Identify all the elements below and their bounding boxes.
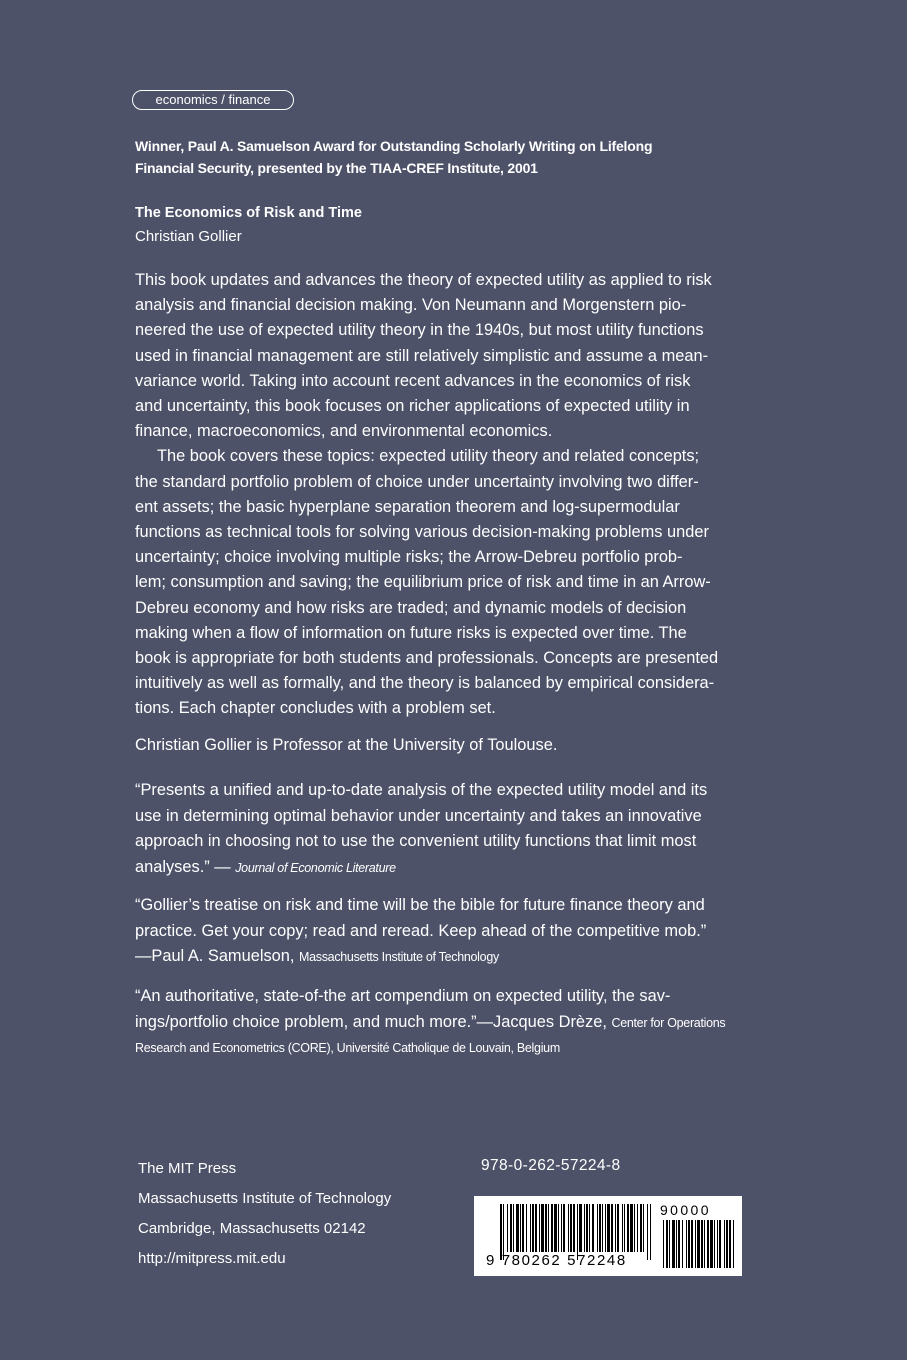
award-line: Winner, Paul A. Samuelson Award for Outstanding Scholarly Writing on Lifelong (135, 138, 653, 154)
text-line: Debreu economy and how risks are traded; and dynamic models of decision (135, 598, 687, 617)
barcode-addon-bar (682, 1220, 683, 1268)
barcode-bar (551, 1204, 553, 1252)
barcode-bar (535, 1204, 537, 1252)
quote-affiliation: Massachusetts Institute of Technology (299, 950, 499, 964)
barcode-addon-bar (717, 1220, 718, 1268)
book-description (135, 268, 745, 722)
quote-affiliation: Center for Operations (611, 1015, 726, 1030)
barcode-bar (586, 1204, 588, 1252)
barcode-bar (624, 1204, 625, 1252)
review-quote-1 (135, 778, 745, 881)
barcode-addon-bar (701, 1220, 703, 1268)
barcode-bar (516, 1204, 519, 1252)
barcode-bar (541, 1204, 544, 1252)
barcode-addon-bar (697, 1220, 700, 1268)
publisher-block (138, 1154, 391, 1274)
barcode-bar (548, 1204, 549, 1252)
barcode-addon-bar (714, 1220, 715, 1268)
text-line: analysis and financial decision making. Von Neumann and Morgenstern pio- (135, 296, 687, 315)
barcode-addon-bar (724, 1220, 725, 1268)
barcode-addon-bar (669, 1220, 670, 1268)
text-line: tions. Each chapter concludes with a problem set. (135, 699, 496, 718)
barcode-bar (592, 1204, 594, 1252)
barcode-addon-digits: 90000 (660, 1202, 711, 1218)
barcode-bar (573, 1204, 575, 1252)
description-paragraph-2 (135, 444, 745, 721)
barcode-bar (520, 1204, 521, 1252)
text-line: making when a flow of information on future risks is expected over time. The (135, 623, 687, 642)
barcode-addon-bar (688, 1220, 690, 1268)
description-paragraph-1 (135, 268, 745, 444)
barcode-bar (579, 1204, 582, 1252)
text-line: functions as technical tools for solving various decision-making problems under (135, 523, 709, 542)
quote-line (135, 855, 745, 882)
barcode-bar (617, 1204, 619, 1252)
publisher-institution: Massachusetts Institute of Technology (138, 1190, 392, 1207)
text-line: and uncertainty, this book focuses on richer applications of expected utility in (135, 397, 690, 416)
award-line: Financial Security, presented by the TIAA-CREF Institute, 2001 (135, 160, 538, 176)
publisher-url: http://mitpress.mit.edu (138, 1250, 286, 1267)
barcode-bar (607, 1204, 610, 1252)
barcode-bar (650, 1204, 651, 1260)
award-note (135, 135, 655, 179)
quote-source: Journal of Economic Literature (235, 860, 396, 875)
quote-line (135, 944, 745, 971)
review-quote-3 (135, 984, 745, 1062)
text-line: neered the use of expected utility theory in the 1940s, but most utility functions (135, 321, 704, 340)
barcode-bar (510, 1204, 512, 1252)
quote-line-text: ings/portfolio choice problem, and much more.”—Jacques Drèze, (135, 1012, 607, 1031)
barcode-bar (563, 1204, 565, 1252)
barcode-bar (602, 1204, 603, 1252)
barcode-addon-bar (695, 1220, 696, 1268)
barcode-addon-bar (719, 1220, 721, 1268)
quote-affiliation: Research and Econometrics (CORE), Université Catholique de Louvain, Belgium (135, 1041, 560, 1055)
text-line: finance, macroeconomics, and environmental economics. (135, 422, 553, 441)
barcode-addon-bar (678, 1220, 680, 1268)
barcode-addon-bar (729, 1220, 731, 1268)
text-line: ent assets; the basic hyperplane separation theorem and log-supermodular (135, 497, 680, 516)
barcode-bar (627, 1204, 629, 1252)
barcode-bar (637, 1204, 638, 1252)
barcode-addon-bar (733, 1220, 734, 1268)
barcode-bar (622, 1204, 623, 1252)
barcode-bar (630, 1204, 633, 1252)
barcode-bar (584, 1204, 585, 1252)
text-line: the standard portfolio problem of choice under uncertainty involving two differ- (135, 472, 699, 491)
isbn: 978-0-262-57224-8 (481, 1157, 621, 1174)
barcode (474, 1196, 742, 1276)
quote-author: —Paul A. Samuelson, (135, 947, 295, 965)
publisher-address: Cambridge, Massachusetts 02142 (138, 1220, 366, 1237)
quote-line: practice. Get your copy; read and reread. Keep ahead of the competitive mob.” (135, 921, 707, 940)
text-line: lem; consumption and saving; the equilibrium price of risk and time in an Arrow- (135, 573, 711, 592)
quote-line: “Gollier’s treatise on risk and time will be the bible for future finance theory and (135, 896, 705, 914)
text-line: This book updates and advances the theory of expected utility as applied to risk (135, 271, 712, 289)
text-line: variance world. Taking into account recent advances in the economics of risk (135, 371, 691, 390)
barcode-bar (643, 1204, 644, 1252)
quote-line (135, 1010, 745, 1037)
barcode-bar (615, 1204, 616, 1252)
barcode-addon-bar (691, 1220, 693, 1268)
barcode-digits: 9 780262 572248 (486, 1252, 627, 1269)
barcode-bar (554, 1204, 557, 1252)
barcode-addon-bar (726, 1220, 728, 1268)
quote-line-text: analyses.” — (135, 857, 231, 876)
publisher-name: The MIT Press (138, 1160, 237, 1177)
barcode-addon-bar (710, 1220, 713, 1268)
barcode-bar (558, 1204, 559, 1252)
barcode-bar (647, 1204, 648, 1260)
quote-line: “An authoritative, state-of-the art compendium on expected utility, the sav- (135, 987, 671, 1005)
barcode-addon-bar (663, 1220, 664, 1268)
quote-line: approach in choosing not to use the convenient utility functions that limit most (135, 832, 697, 850)
barcode-bar (611, 1204, 613, 1252)
barcode-bar (568, 1204, 569, 1252)
text-line: intuitively as well as formally, and the theory is balanced by empirical considera- (135, 674, 715, 693)
barcode-addon-bar (707, 1220, 709, 1268)
barcode-bar (640, 1204, 642, 1252)
category-tag: economics / finance (132, 90, 294, 110)
text-line: uncertainty; choice involving multiple risks; the Arrow-Debreu portfolio prob- (135, 548, 683, 567)
barcode-addon-bar (686, 1220, 687, 1268)
barcode-bar (526, 1204, 527, 1252)
author-bio: Christian Gollier is Professor at the University of Toulouse. (135, 736, 558, 754)
review-quote-2 (135, 893, 745, 971)
barcode-bar (589, 1204, 590, 1252)
barcode-bar (570, 1204, 572, 1252)
barcode-addon-bar (672, 1220, 675, 1268)
barcode-bar (597, 1204, 598, 1252)
barcode-addon-bar (676, 1220, 677, 1268)
barcode-bar (522, 1204, 524, 1252)
book-title: The Economics of Risk and Time (135, 205, 362, 221)
text-line: used in financial management are still relatively simplistic and assume a mean- (135, 346, 709, 365)
barcode-bar (545, 1204, 547, 1252)
quote-line: use in determining optimal behavior under uncertainty and takes an innovative (135, 806, 702, 825)
barcode-addon-bar (666, 1220, 668, 1268)
book-author: Christian Gollier (135, 228, 242, 245)
barcode-bar (530, 1204, 531, 1252)
barcode-bar (507, 1204, 508, 1252)
barcode-bar (539, 1204, 540, 1252)
barcode-bar (561, 1204, 562, 1252)
text-line: book is appropriate for both students and professionals. Concepts are presented (135, 649, 719, 668)
quote-line: “Presents a unified and up-to-date analysis of the expected utility model and its (135, 781, 708, 799)
barcode-bar (634, 1204, 635, 1252)
barcode-bar (513, 1204, 514, 1252)
barcode-bar (605, 1204, 606, 1252)
text-line: The book covers these topics: expected utility theory and related concepts; (157, 447, 700, 466)
barcode-bar (532, 1204, 534, 1252)
barcode-bar (599, 1204, 601, 1252)
barcode-addon-bar (704, 1220, 705, 1268)
